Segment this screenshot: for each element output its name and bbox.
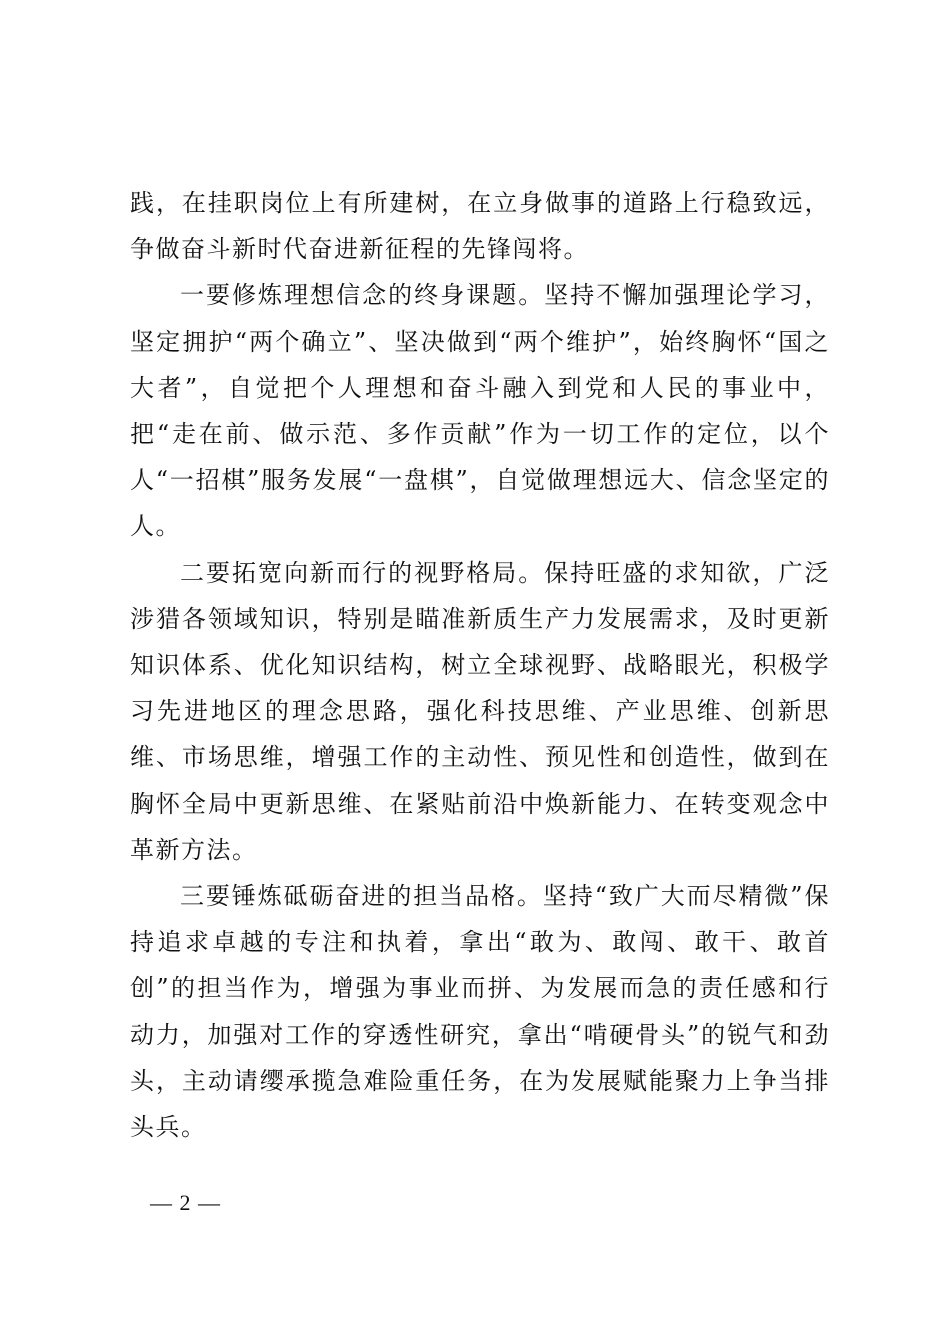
page-number: — 2 —	[150, 1190, 221, 1215]
paragraph-ideals-and-beliefs: 一要修炼理想信念的终身课题。坚持不懈加强理论学习，坚定拥护“两个确立”、坚决做到“两个维护”，始终胸怀“国之大者”，自觉把个人理想和奋斗融入到党和人民的事业中，把“走在前、做示范、多作贡献”作为一切工作的定位，以个人“一招棋”服务发展“一盘棋”，自觉做理想远大、信念坚定的人。	[130, 281, 830, 541]
paragraph-continuation: 践，在挂职岗位上有所建树，在立身做事的道路上行稳致远，争做奋斗新时代奋进新征程的先锋闯将。	[130, 189, 830, 264]
paragraph-broaden-vision: 二要拓宽向新而行的视野格局。保持旺盛的求知欲，广泛涉猎各领域知识，特别是瞄准新质生产力发展需求，及时更新知识体系、优化知识结构，树立全球视野、战略眼光，积极学习先进地区的理念思路，强化科技思维、产业思维、创新思维、市场思维，增强工作的主动性、预见性和创造性，做到在胸怀全局中更新思维、在紧贴前沿中焕新能力、在转变观念中革新方法。	[130, 558, 830, 864]
paragraph-responsibility: 三要锤炼砥砺奋进的担当品格。坚持“致广大而尽精微”保持追求卓越的专注和执着，拿出“敢为、敢闯、敢干、敢首创”的担当作为，增强为事业而拼、为发展而急的责任感和行动力，加强对工作的穿透性研究，拿出“啃硬骨头”的锐气和劲头，主动请缨承揽急难险重任务，在为发展赋能聚力上争当排头兵。	[130, 882, 830, 1142]
document-body	[130, 180, 830, 1150]
